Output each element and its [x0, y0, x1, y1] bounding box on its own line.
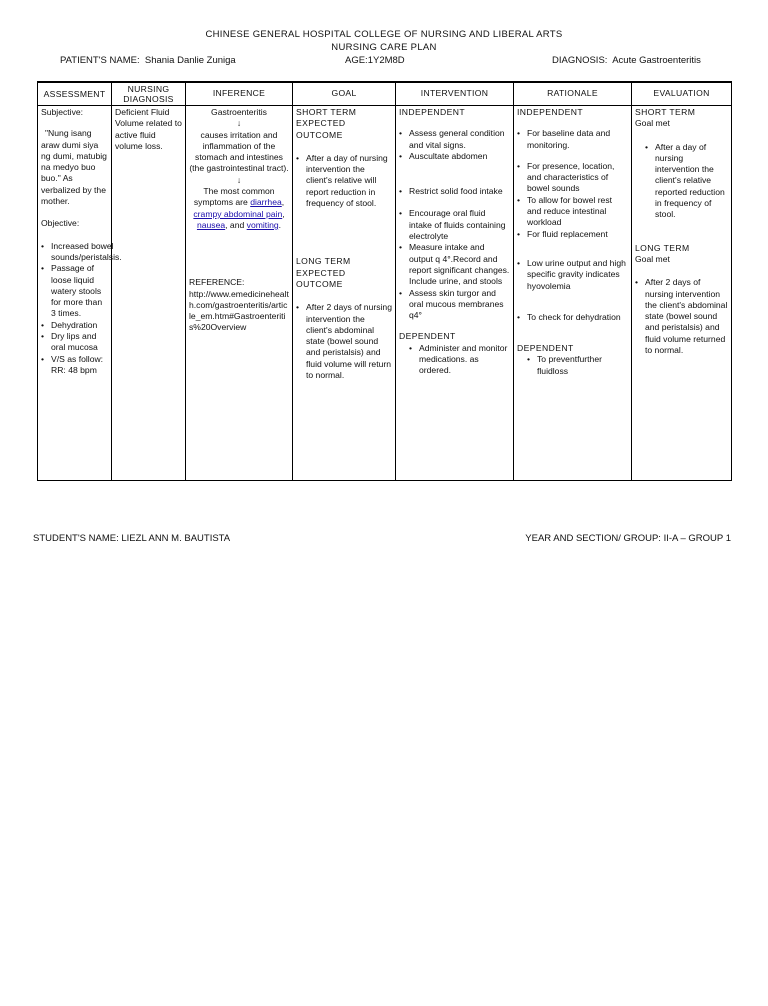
- patient-name-label: PATIENT'S NAME:: [60, 55, 140, 66]
- short-term-eval-label: SHORT TERM: [635, 107, 696, 117]
- separator: .: [278, 219, 282, 230]
- inference-line2: (the gastrointestinal tract).: [189, 163, 289, 174]
- col-header-intervention: INTERVENTION: [396, 82, 514, 106]
- list-item: • To preventfurther fluidloss: [527, 354, 602, 376]
- inference-line1: causes irritation and inflammation of the stomach and intestines: [195, 129, 283, 163]
- symptoms-intro: The most common symptoms are: [193, 186, 275, 208]
- intervention-cell: [396, 106, 514, 481]
- col-header-inference: INFERENCE: [186, 82, 293, 106]
- reference-label: REFERENCE:: [189, 277, 245, 288]
- nursing-diagnosis-cell: [112, 106, 186, 481]
- list-item: • Assess general condition and vital signs.: [399, 128, 505, 150]
- list-item: • Dry lips and oral mucosa: [41, 331, 98, 353]
- short-term-goal: • After a day of nursing intervention the client's relative will report reduction in frequency of stool.: [296, 152, 388, 209]
- list-item: • Restrict solid food intake: [399, 186, 503, 197]
- short-term-eval: • After a day of nursing intervention the client's relative reported reduction in frequency of stool.: [645, 141, 725, 220]
- long-term-status: Goal met: [635, 253, 670, 264]
- short-term-status: Goal met: [635, 118, 670, 129]
- list-item: • Low urine output and high specific gravity indicates hyovolemia: [517, 257, 626, 291]
- care-plan-table: [37, 81, 732, 481]
- rationale-independent-label: INDEPENDENT: [517, 107, 583, 117]
- reference-url: http://www.emedicinehealth.com/gastroenteritis/article_em.htm#Gastroenteritis%20Overview: [189, 288, 289, 333]
- col-header-goal: GOAL: [293, 82, 396, 106]
- col-header-evaluation: EVALUATION: [632, 82, 732, 106]
- separator: , and: [225, 219, 245, 230]
- list-item: • For presence, location, and characteristics of bowel sounds: [517, 160, 615, 194]
- intervention-dependent-label: DEPENDENT: [399, 331, 456, 342]
- col-header-rationale: RATIONALE: [514, 82, 632, 106]
- document-title: NURSING CARE PLAN: [331, 42, 437, 53]
- link-diarrhea[interactable]: diarrhea: [250, 197, 282, 208]
- year-section-group: YEAR AND SECTION/ GROUP: II-A – GROUP 1: [525, 533, 731, 544]
- vitals-value: RR: 48 bpm: [51, 364, 97, 375]
- patient-age: AGE:1Y2M8D: [345, 55, 405, 66]
- list-item: • Increased bowel sounds/peristalsis.: [41, 240, 122, 262]
- diagnosis-label: DIAGNOSIS:: [552, 55, 608, 66]
- inference-cell: [186, 106, 293, 481]
- goal-cell: [293, 106, 396, 481]
- patient-name: Shania Danlie Zuniga: [144, 55, 236, 66]
- long-term-goal: • After 2 days of nursing intervention the client's abdominal state (bowel sound and peristalsis) and fluid volume will return to normal.: [296, 302, 392, 381]
- patient-name-line: [60, 55, 236, 66]
- list-item: • V/S as follow:: [41, 353, 104, 364]
- rationale-dependent-label: DEPENDENT: [517, 343, 574, 354]
- student-name: STUDENT'S NAME: LIEZL ANN M. BAUTISTA: [33, 533, 231, 544]
- table-body-row: [38, 106, 732, 481]
- list-item: • Assess skin turgor and oral mucous membranes q4°: [399, 287, 504, 321]
- list-item: • Passage of loose liquid watery stools for more than 3 times.: [41, 263, 103, 319]
- long-term-eval-label: LONG TERM: [635, 242, 690, 253]
- list-item: • To allow for bowel rest and reduce intestinal workload: [517, 194, 613, 228]
- long-term-goal-label: LONG TERM EXPECTED OUTCOME: [296, 256, 351, 289]
- link-crampy-abdominal-pain[interactable]: crampy abdominal pain: [193, 208, 283, 219]
- link-nausea[interactable]: nausea: [196, 219, 226, 230]
- separator: ,: [281, 197, 285, 208]
- separator: ,: [282, 208, 285, 219]
- evaluation-cell: [632, 106, 732, 481]
- diagnosis-value: Acute Gastroenteritis: [612, 55, 701, 66]
- col-header-assessment: ASSESSMENT: [38, 82, 112, 106]
- list-item: • For baseline data and monitoring.: [517, 128, 611, 150]
- symptoms-text: [189, 186, 289, 231]
- list-item: • Auscultate abdomen: [399, 150, 488, 161]
- objective-list: [41, 240, 122, 377]
- long-term-eval: • After 2 days of nursing intervention the client's abdominal state (bowel sound and peristalsis) and fluid volume returned to normal.: [635, 277, 728, 356]
- subjective-label: Subjective:: [41, 107, 84, 117]
- nursing-diagnosis-text: Deficient Fluid Volume related to active fluid volume loss.: [115, 107, 182, 151]
- objective-label: Objective:: [41, 218, 80, 229]
- subjective-quote: "Nung isang araw dumi siya ng dumi, matubig na medyo buo buo." As verbalized by the mother.: [41, 128, 107, 207]
- short-term-goal-label: SHORT TERM EXPECTED OUTCOME: [296, 107, 357, 140]
- col-header-nursing-diagnosis: NURSING DIAGNOSIS: [112, 82, 186, 106]
- assessment-cell: [38, 106, 122, 481]
- list-item: • To check for dehydration: [517, 311, 621, 322]
- arrow-down-icon: ↓: [236, 174, 242, 185]
- list-item: • Measure intake and output q 4°.Record and report significant changes. Include urine, and stools: [399, 242, 510, 287]
- institution-title: CHINESE GENERAL HOSPITAL COLLEGE OF NURSING AND LIBERAL ARTS: [205, 29, 563, 40]
- inference-title: Gastroenteritis: [211, 107, 267, 117]
- intervention-independent-label: INDEPENDENT: [399, 107, 465, 117]
- list-item: • Administer and monitor medications. as ordered.: [409, 342, 508, 376]
- diagnosis-line: [552, 55, 701, 66]
- arrow-down-icon: ↓: [236, 118, 242, 129]
- list-item: • Dehydration: [41, 319, 98, 330]
- list-item: • For fluid replacement: [517, 228, 608, 239]
- table-header-row: [38, 82, 732, 106]
- list-item: • Encourage oral fluid intake of fluids containing electrolyte: [399, 208, 506, 242]
- link-vomiting[interactable]: vomiting: [246, 219, 279, 230]
- rationale-cell: [514, 106, 632, 481]
